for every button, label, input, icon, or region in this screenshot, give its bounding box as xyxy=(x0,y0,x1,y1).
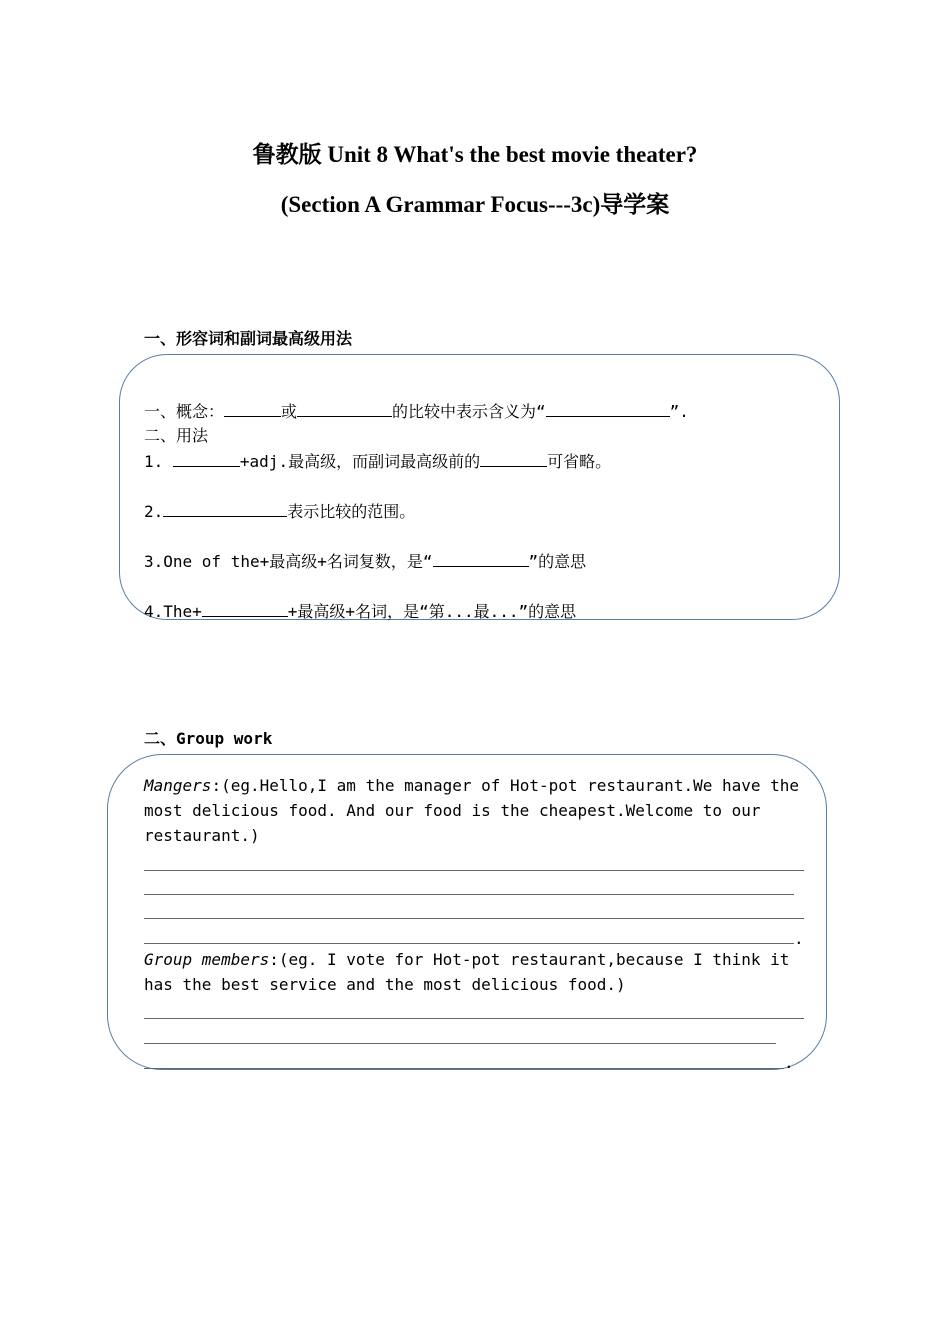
blank[interactable] xyxy=(297,401,392,417)
writing-line[interactable] xyxy=(144,1018,804,1019)
usage-item-3 xyxy=(144,551,586,572)
blank[interactable] xyxy=(163,501,287,517)
writing-line[interactable] xyxy=(144,894,794,895)
item4-end: +最高级+名词，是“第...最...”的意思 xyxy=(287,602,577,621)
concept-mid: 的比较中表示含义为“ xyxy=(392,402,546,421)
page-subtitle: (Section A Grammar Focus---3c)导学案 xyxy=(280,192,670,217)
concept-label: 一、概念： xyxy=(144,402,225,421)
members-line-2: has the best service and the most delicious food.) xyxy=(144,975,626,994)
blank[interactable] xyxy=(224,401,281,417)
usage-label: 二、用法 xyxy=(144,426,209,445)
members-text-1: :(eg. I vote for Hot-pot restaurant,because I think it xyxy=(269,950,790,969)
item3-text: 3.One of the+最高级+名词复数，是“ xyxy=(144,552,433,571)
usage-item-4 xyxy=(144,601,576,622)
writing-line[interactable] xyxy=(144,1068,784,1069)
members-line-1 xyxy=(144,950,789,970)
usage-item-1 xyxy=(144,451,611,472)
period: . xyxy=(794,929,804,948)
managers-line-2: most delicious food. And our food is the cheapest.Welcome to our xyxy=(144,801,761,820)
writing-line[interactable] xyxy=(144,870,804,871)
managers-label: Mangers xyxy=(144,776,212,795)
item1-end: 可省略。 xyxy=(547,452,612,471)
concept-or: 或 xyxy=(281,402,298,421)
concept-end: ”. xyxy=(669,402,689,421)
section2-heading: 二、Group work xyxy=(144,729,273,748)
blank[interactable] xyxy=(546,401,670,417)
item3-end: ”的意思 xyxy=(528,552,587,571)
members-label: Group members xyxy=(144,950,270,969)
item2-prefix: 2. xyxy=(144,502,164,521)
usage-item-2 xyxy=(144,501,415,522)
item4-prefix: 4.The+ xyxy=(144,602,202,621)
writing-line[interactable] xyxy=(144,943,794,944)
page-title: 鲁教版 Unit 8 What's the best movie theater? xyxy=(252,142,698,167)
blank[interactable] xyxy=(173,451,240,467)
managers-line-1 xyxy=(144,776,799,796)
blank[interactable] xyxy=(480,451,547,467)
concept-line xyxy=(144,401,689,422)
item2-end: 表示比较的范围。 xyxy=(287,502,416,521)
period: . xyxy=(784,1053,794,1072)
blank[interactable] xyxy=(433,551,529,567)
section1-heading: 一、形容词和副词最高级用法 xyxy=(144,329,353,348)
blank[interactable] xyxy=(202,601,288,617)
writing-line[interactable] xyxy=(144,918,804,919)
managers-text-1: :(eg.Hello,I am the manager of Hot-pot restaurant.We have the xyxy=(211,776,800,795)
managers-line-3: restaurant.) xyxy=(144,826,260,845)
item1-prefix: 1. xyxy=(144,452,173,471)
grammar-box xyxy=(119,354,840,620)
item1-mid: +adj.最高级，而副词最高级前的 xyxy=(239,452,481,471)
writing-line[interactable] xyxy=(144,1043,776,1044)
